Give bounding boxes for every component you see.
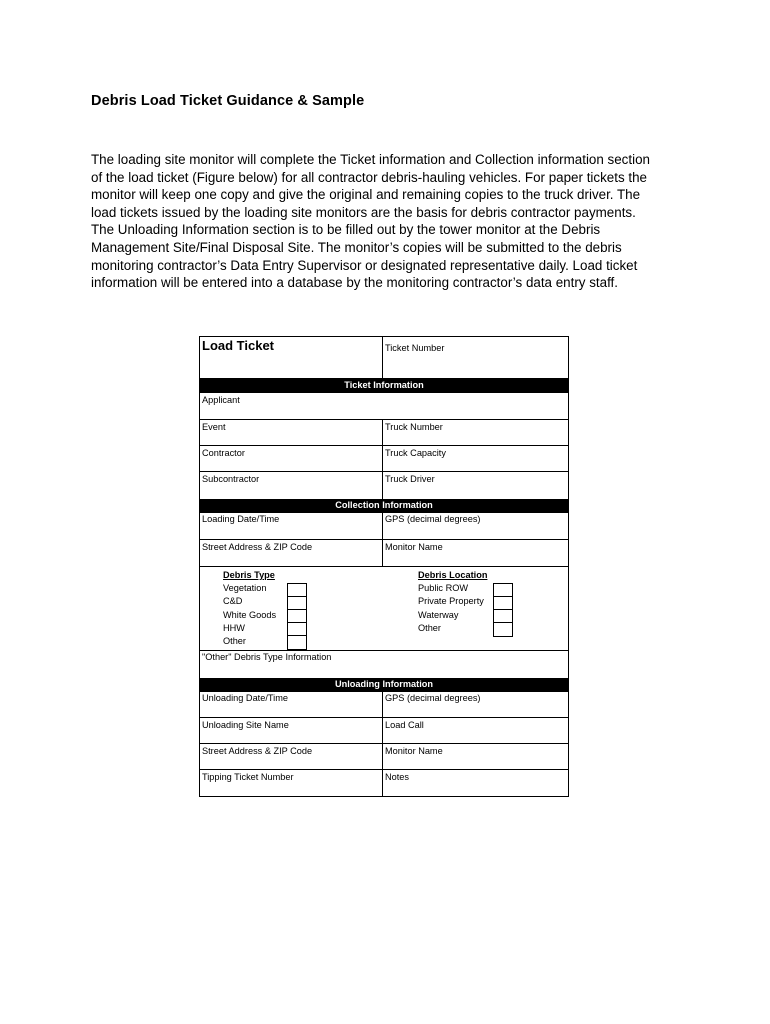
debris-block xyxy=(200,567,568,651)
other-info-row xyxy=(200,651,568,678)
street-address-field[interactable]: Street Address & ZIP Code xyxy=(200,540,383,566)
debris-location-list xyxy=(418,569,487,635)
paragraph-line: The loading site monitor will complete the Ticket information and Collection information section xyxy=(91,152,650,167)
guidance-paragraph xyxy=(91,151,691,292)
applicant-row xyxy=(200,393,568,420)
checkbox-hhw[interactable] xyxy=(288,623,306,636)
paragraph-line: Management Site/Final Disposal Site. The monitor’s copies will be submitted to the debris xyxy=(91,239,622,255)
section-ticket-information: Ticket Information xyxy=(200,379,568,393)
truck-number-field[interactable]: Truck Number xyxy=(385,422,443,432)
debris-type-checkboxes xyxy=(287,583,307,650)
paragraph-line: monitoring contractor’s Data Entry Supervisor or designated representative daily. Load ticket xyxy=(91,257,638,273)
page-title: Debris Load Ticket Guidance & Sample xyxy=(91,93,365,109)
checkbox-public-row[interactable] xyxy=(494,584,512,597)
unloading-site-name-field[interactable]: Unloading Site Name xyxy=(200,718,383,743)
load-call-field[interactable]: Load Call xyxy=(385,720,424,730)
checkbox-waterway[interactable] xyxy=(494,610,512,623)
checkbox-white-goods[interactable] xyxy=(288,610,306,623)
applicant-field[interactable]: Applicant xyxy=(202,395,240,405)
loading-row xyxy=(200,513,568,540)
contractor-field[interactable]: Contractor xyxy=(200,446,383,471)
debris-type-header: Debris Type xyxy=(223,570,275,580)
paragraph-line: of the load ticket (Figure below) for all contractor debris-hauling vehicles. For paper tickets the xyxy=(91,169,647,185)
paragraph-line: The Unloading Information section is to be filled out by the tower monitor at the Debris xyxy=(91,222,601,238)
tipping-ticket-number-field[interactable]: Tipping Ticket Number xyxy=(200,770,383,796)
unloading-street-address-field[interactable]: Street Address & ZIP Code xyxy=(200,744,383,769)
checkbox-cd[interactable] xyxy=(288,597,306,610)
ticket-title: Load Ticket xyxy=(200,337,383,378)
unloading-gps-field[interactable]: GPS (decimal degrees) xyxy=(385,693,481,703)
truck-capacity-field[interactable]: Truck Capacity xyxy=(385,448,446,458)
debris-location-header: Debris Location xyxy=(418,570,488,580)
unloading-datetime-field[interactable]: Unloading Date/Time xyxy=(200,692,383,717)
debris-location-item: Private Property xyxy=(418,596,484,607)
paragraph-line: monitor will keep one copy and give the original and remaining copies to the truck driver. The xyxy=(91,187,641,203)
paragraph-line: load tickets issued by the loading site monitors are the basis for debris contractor payments. xyxy=(91,204,636,220)
section-unloading-information: Unloading Information xyxy=(200,678,568,692)
ticket-header-row xyxy=(200,337,568,379)
collection-address-row xyxy=(200,540,568,567)
contractor-row xyxy=(200,446,568,472)
checkbox-other-location[interactable] xyxy=(494,623,512,636)
tipping-row xyxy=(200,770,568,796)
section-collection-information: Collection Information xyxy=(200,499,568,513)
loading-datetime-field[interactable]: Loading Date/Time xyxy=(200,513,383,539)
unloading-site-row xyxy=(200,718,568,744)
debris-type-list xyxy=(223,569,276,648)
unloading-address-row xyxy=(200,744,568,770)
subcontractor-field[interactable]: Subcontractor xyxy=(200,472,383,499)
gps-field[interactable]: GPS (decimal degrees) xyxy=(385,514,481,524)
event-row xyxy=(200,420,568,446)
ticket-number-field[interactable]: Ticket Number xyxy=(385,343,445,353)
unloading-row xyxy=(200,692,568,718)
checkbox-private-property[interactable] xyxy=(494,597,512,610)
checkbox-vegetation[interactable] xyxy=(288,584,306,597)
debris-type-item: C&D xyxy=(223,596,243,607)
paragraph-line: information will be entered into a database by the monitoring contractor’s data entry staff. xyxy=(91,275,619,291)
checkbox-other-type[interactable] xyxy=(288,636,306,649)
event-field[interactable]: Event xyxy=(200,420,383,445)
debris-location-item: Other xyxy=(418,622,441,633)
debris-type-item: White Goods xyxy=(223,609,277,620)
notes-field[interactable]: Notes xyxy=(385,772,410,782)
load-ticket-form xyxy=(199,336,569,797)
debris-location-item: Waterway xyxy=(418,609,459,620)
debris-location-checkboxes xyxy=(493,583,513,637)
debris-type-item: HHW xyxy=(223,622,245,633)
unloading-monitor-name-field[interactable]: Monitor Name xyxy=(385,746,443,756)
monitor-name-field[interactable]: Monitor Name xyxy=(385,542,443,552)
truck-driver-field[interactable]: Truck Driver xyxy=(385,474,435,484)
debris-location-item: Public ROW xyxy=(418,583,469,594)
subcontractor-row xyxy=(200,472,568,499)
debris-type-item: Vegetation xyxy=(223,583,267,594)
other-debris-info-field[interactable]: "Other" Debris Type Information xyxy=(202,652,332,662)
debris-type-item: Other xyxy=(223,636,246,647)
